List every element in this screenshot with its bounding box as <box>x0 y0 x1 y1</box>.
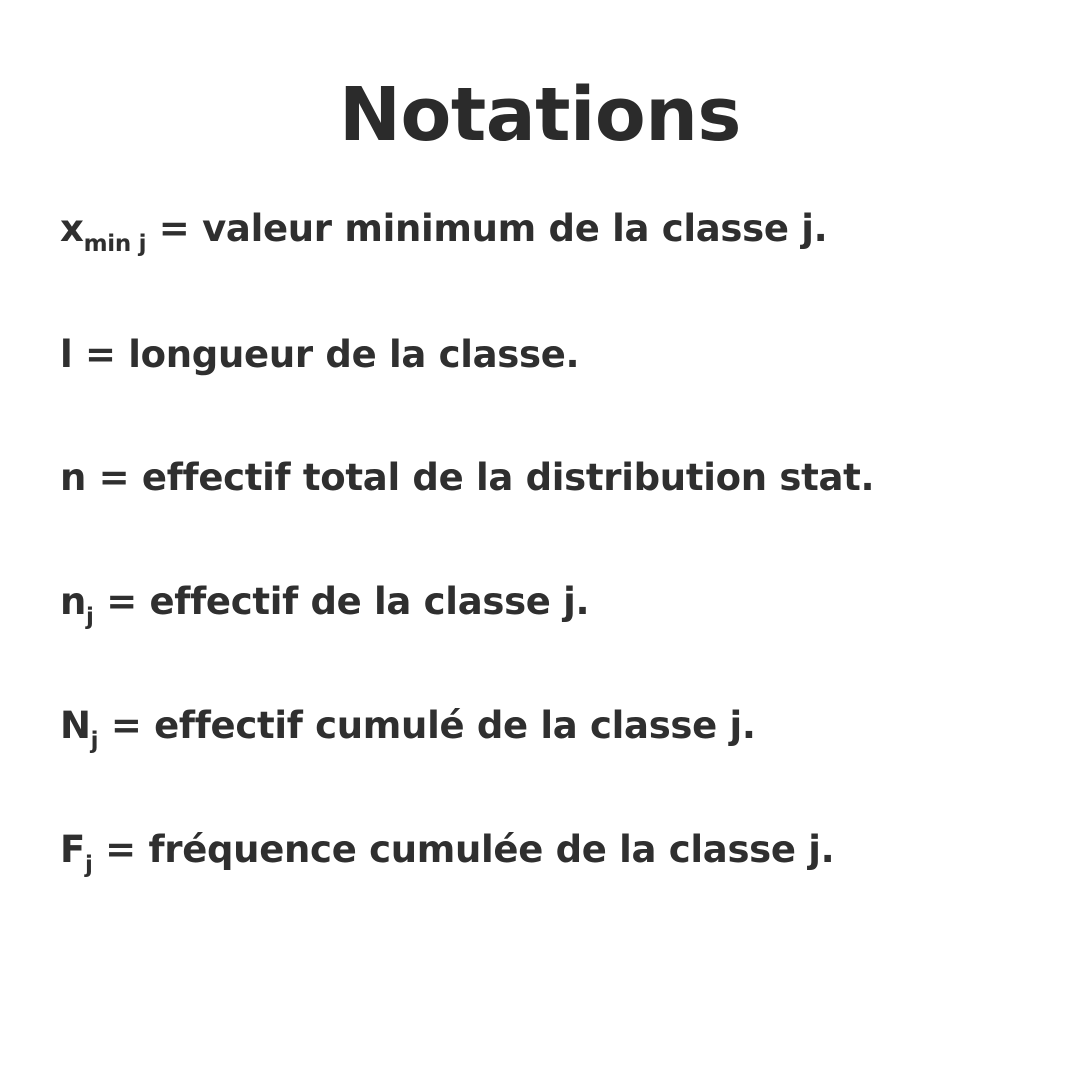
notation-symbol: F <box>60 828 85 871</box>
notation-symbol: l <box>60 333 73 376</box>
notation-Nj <box>60 704 756 754</box>
notation-definition: = valeur minimum de la classe j. <box>158 207 828 250</box>
notation-symbol: n <box>60 580 87 623</box>
notation-symbol: n <box>60 456 87 499</box>
notation-definition: = longueur de la classe. <box>84 333 580 376</box>
page-title: Notations <box>339 72 741 158</box>
notation-n <box>60 456 875 499</box>
notation-xmin <box>60 207 828 257</box>
notation-definition: = effectif total de la distribution stat. <box>98 456 875 499</box>
notation-subscript: j <box>90 728 99 754</box>
notation-definition: = effectif cumulé de la classe j. <box>110 704 756 747</box>
notation-subscript: j <box>84 852 93 878</box>
notation-symbol: N <box>60 704 91 747</box>
notation-definition: = effectif de la classe j. <box>106 580 590 623</box>
notation-Fj <box>60 828 835 878</box>
notation-l <box>60 333 580 376</box>
notation-subscript: min j <box>83 231 147 257</box>
notation-nj <box>60 580 590 630</box>
notation-subscript: j <box>86 604 94 630</box>
notation-symbol: x <box>60 207 84 250</box>
notation-definition: = fréquence cumulée de la classe j. <box>105 828 835 871</box>
